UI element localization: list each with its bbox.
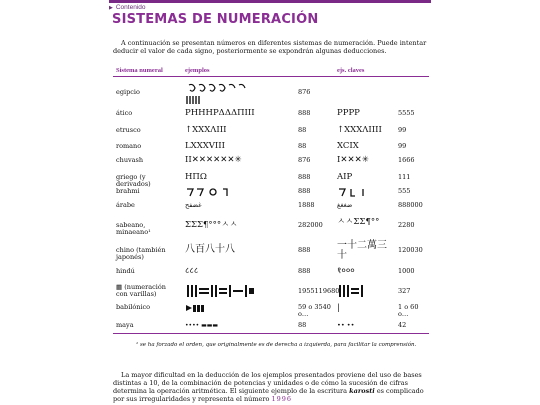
example-glyphs: غضفح	[185, 201, 202, 209]
example-glyphs: ΡΗΗΗΡΔΔΔΠΙΙΙ	[185, 108, 255, 118]
system-name: griego (y derivados)	[116, 173, 151, 188]
key-value: 555	[398, 187, 411, 195]
key-value: 2280	[398, 221, 415, 229]
example-glyphs	[185, 83, 255, 105]
header-system: Sistema numeral	[116, 67, 163, 74]
example-value: 88	[298, 321, 307, 329]
example-glyphs: ८८८	[185, 266, 199, 276]
rod-numerals-icon	[185, 284, 255, 298]
rod-key-icon	[337, 284, 367, 298]
key-glyphs: I✕✕✕✳	[337, 155, 369, 165]
header-examples: ejemplos	[185, 67, 210, 74]
example-glyphs: LXXXVIII	[185, 141, 226, 151]
key-value: 1000	[398, 267, 415, 275]
key-value: 99	[398, 142, 407, 150]
example-glyphs: •••• ▬▬▬	[185, 322, 219, 329]
key-glyphs: |	[337, 303, 340, 313]
system-name-text: (numeración con varillas)	[116, 283, 166, 298]
example-glyphs	[185, 284, 255, 298]
system-name	[116, 284, 178, 298]
key-value: 42	[398, 321, 407, 329]
example-value: 88	[298, 142, 307, 150]
system-name: babilónico	[116, 303, 151, 311]
brahmi-key-icon	[337, 187, 377, 197]
example-glyphs: 八百八十八	[185, 244, 235, 255]
example-value: 888	[298, 109, 311, 117]
key-glyphs: ضغغغ	[337, 201, 353, 209]
table-bottom-rule	[113, 333, 429, 334]
key-value: 120030	[398, 246, 423, 254]
system-name: egipcio	[116, 88, 140, 96]
system-name: hindú	[116, 267, 135, 275]
example-glyphs: II✕✕✕✕✕✕✳	[185, 155, 242, 165]
key-glyphs: XCIX	[337, 141, 359, 151]
example-value: 1888	[298, 201, 315, 209]
example-value: 1955119680	[298, 287, 340, 295]
example-value: 59 o 3540 o…	[298, 303, 331, 318]
closing-number: 1996	[271, 395, 292, 403]
system-name: chino (también japonés)	[116, 246, 166, 261]
key-value: 99	[398, 126, 407, 134]
footnote: ¹ se ha forzado el orden, que originalmente es de derecha a izquierda, para facilitar la comprensión.	[136, 342, 417, 348]
key-value: 111	[398, 173, 411, 181]
closing-text-2: es complicado por sus irregularidades y representa el número	[113, 387, 424, 403]
system-name: brahmi	[116, 187, 140, 195]
closing-text: La mayor dificultad en la deducción de los ejemplos presentados proviene del uso de bases distintas a 10, de la combinación de potencias y unidades o de cómo la sucesión de cifras determina la operación aritmética. El siguiente ejemplo de la escritura	[113, 371, 422, 395]
key-glyphs: ΑΙΡ	[337, 172, 353, 182]
key-value: 1666	[398, 156, 415, 164]
cuneiform-icon	[185, 304, 207, 313]
example-glyphs: ΣΣΣ¶°°°ㅅㅅ	[185, 220, 238, 230]
system-name: romano	[116, 142, 142, 150]
key-glyphs: 一十二萬三十	[337, 240, 387, 261]
key-glyphs	[337, 187, 377, 198]
key-value: 888000	[398, 201, 423, 209]
example-value: 888	[298, 173, 311, 181]
example-value: 888	[298, 246, 311, 254]
system-name: árabe	[116, 201, 135, 209]
example-value: 88	[298, 126, 307, 134]
system-name: sabeano, minaeano¹	[116, 221, 151, 236]
contents-link[interactable]	[109, 4, 146, 11]
egyptian-numerals-icon	[185, 83, 255, 105]
system-name: maya	[116, 321, 134, 329]
example-glyphs	[185, 304, 207, 313]
contents-label: Contenido	[115, 4, 146, 11]
header-rule	[113, 76, 429, 77]
key-glyphs: ΡΡΡΡ	[337, 108, 360, 118]
key-glyphs: ↑XXXΛIIII	[337, 125, 382, 135]
example-value: 282000	[298, 221, 323, 229]
example-glyphs: ↑XXXΛIII	[185, 125, 227, 135]
intro-paragraph: A continuación se presentan números en diferentes sistemas de numeración. Puede intentar deducir el valor de cada signo, posteriormente se expondrán algunas deducciones.	[113, 39, 427, 55]
brahmi-numerals-icon	[185, 187, 245, 197]
system-name: ático	[116, 109, 133, 117]
key-glyphs: •• ••	[337, 321, 355, 329]
key-glyphs: ㅅㅅΣΣ¶°°	[337, 217, 380, 227]
example-value: 876	[298, 156, 311, 164]
triangle-right-icon: ▶	[109, 5, 113, 11]
example-value: 888	[298, 187, 311, 195]
header-keys: ejs. claves	[337, 67, 365, 74]
system-name: etrusco	[116, 126, 141, 134]
rods-glyph-icon: ▦	[116, 283, 123, 291]
example-glyphs: ΗΠΩ	[185, 172, 207, 182]
top-bar	[109, 0, 431, 3]
key-value: 1 o 60 o…	[398, 303, 419, 318]
key-value: 5555	[398, 109, 415, 117]
example-glyphs	[185, 187, 245, 198]
example-value: 876	[298, 88, 311, 96]
page-title: SISTEMAS DE NUMERACIÓN	[112, 12, 319, 27]
key-value: 327	[398, 287, 411, 295]
closing-emphasis: karosti	[349, 387, 375, 395]
key-glyphs	[337, 284, 367, 298]
system-name: chuvash	[116, 156, 144, 164]
example-value: 888	[298, 267, 311, 275]
key-glyphs: १०००	[337, 266, 355, 276]
closing-paragraph	[113, 371, 429, 403]
